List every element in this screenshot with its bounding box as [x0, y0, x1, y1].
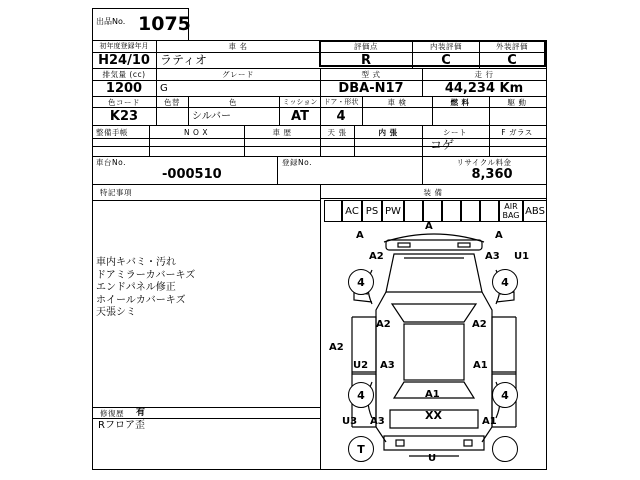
- interior-grade-value: C: [441, 53, 451, 68]
- taillight-right: [464, 440, 472, 446]
- damage-right-door: A2: [472, 319, 487, 330]
- mileage-value: 44,234 Km: [444, 81, 524, 96]
- rear-bumper-outline: [384, 436, 484, 450]
- note-line: 天張シミ: [96, 307, 136, 318]
- exterior-grade-label: 外装評価: [496, 42, 528, 51]
- headlight-left: [398, 243, 410, 247]
- note-line: ドアミラーカバーキズ: [96, 269, 196, 281]
- displacement-value: 1200: [105, 81, 143, 96]
- history-label: 車 歴: [272, 128, 292, 137]
- inspection-label: 車 検: [387, 98, 407, 107]
- equipment-blank: [461, 200, 480, 222]
- tire-rear-left-value: 4: [348, 382, 374, 408]
- damage-rear-under: U: [428, 453, 437, 464]
- hood-outline: [386, 254, 482, 292]
- equipment-blank: [423, 200, 442, 222]
- chassis-value: -000510: [162, 167, 222, 182]
- airbag-line-1: AIR: [504, 202, 518, 211]
- equipment-ac: AC: [342, 200, 362, 222]
- right-front-door: [492, 317, 516, 372]
- damage-trunk: A1: [425, 389, 440, 400]
- interior-trim-label: 内 張: [378, 128, 398, 137]
- registration-label: 登録No.: [282, 158, 312, 167]
- front-bumper-outline: [384, 234, 484, 242]
- first-registration-label: 初年度登録年月: [99, 42, 149, 50]
- damage-trunk-replaced: XX: [425, 409, 442, 422]
- damage-rear-left: A3: [370, 416, 385, 427]
- seat-value: コゲ: [429, 138, 455, 152]
- rear-circle-value: [492, 436, 518, 462]
- color-value: シルバー: [192, 111, 232, 122]
- car-name-value: ラティオ: [160, 53, 208, 67]
- front-grille-outline: [386, 240, 482, 250]
- recycle-fee-value: 8,360: [471, 167, 513, 182]
- nox-label: N O X: [184, 128, 208, 137]
- doors-label: ドア・形状: [323, 98, 359, 106]
- auction-sheet: [92, 8, 547, 470]
- taillight-left: [396, 440, 404, 446]
- repair-history-value: 有: [136, 408, 146, 418]
- color-code-label: 色コード: [108, 98, 140, 107]
- damage-right-fender: A3: [485, 251, 500, 262]
- chassis-label: 車台No.: [96, 158, 126, 167]
- recycle-fee-label: リサイクル料金: [456, 158, 512, 167]
- first-registration-value: H24/10: [98, 53, 150, 68]
- mission-value: AT: [291, 109, 309, 124]
- spare-tire-value: T: [348, 436, 374, 462]
- windshield-outline: [392, 304, 476, 322]
- damage-front-right: A: [495, 230, 503, 241]
- damage-right-under: U1: [514, 251, 530, 262]
- damage-rear-right: A1: [482, 416, 497, 427]
- note-line: 車内キバミ・汚れ: [96, 257, 176, 268]
- car-name-label: 車 名: [228, 42, 248, 51]
- grade-label: グレード: [222, 70, 254, 79]
- equipment-blank: [442, 200, 461, 222]
- model-code-label: 型 式: [361, 70, 381, 79]
- lot-label: 出品No.: [96, 17, 126, 26]
- model-code-value: DBA-N17: [338, 81, 404, 96]
- tire-rear-right-value: 4: [492, 382, 518, 408]
- equipment-blank: [480, 200, 499, 222]
- damage-left-under: U2: [353, 360, 369, 371]
- glass-label: F ガラス: [501, 128, 533, 137]
- notes-list: [96, 257, 195, 320]
- lot-number: 1075: [138, 13, 191, 35]
- damage-left-side: A2: [329, 342, 344, 353]
- displacement-label: 排気量 (cc): [102, 70, 146, 79]
- mileage-label: 走 行: [474, 70, 494, 79]
- tire-front-right-value: 4: [492, 269, 518, 295]
- repair-note: Rフロア歪: [98, 420, 145, 431]
- equipment-blank: [324, 200, 342, 222]
- color-label: 色: [229, 98, 237, 107]
- equipment-airbag: [499, 200, 523, 222]
- equipment-pw: PW: [382, 200, 404, 222]
- damage-front-left: A: [356, 230, 364, 241]
- damage-right-rear-door: A1: [473, 360, 488, 371]
- headlight-right: [458, 243, 470, 247]
- equipment-label: 装 備: [423, 188, 443, 197]
- note-line: エンドパネル修正: [96, 282, 176, 293]
- headliner-label: 天 張: [327, 128, 347, 137]
- equipment-ps: PS: [362, 200, 382, 222]
- seat-label: シート: [443, 128, 467, 137]
- drive-label: 駆 動: [507, 98, 527, 107]
- notes-label: 特記事項: [100, 188, 132, 197]
- mission-label: ミッション: [282, 98, 318, 106]
- damage-left-rear-door: A3: [380, 360, 395, 371]
- interior-grade-label: 内装評価: [430, 42, 462, 51]
- equipment-blank: [404, 200, 423, 222]
- repair-history-label: 修復歴: [100, 409, 124, 418]
- score-label: 評価点: [354, 42, 378, 51]
- grade-value: G: [160, 83, 168, 94]
- service-manual-label: 整備手帳: [96, 128, 128, 137]
- damage-rear-left-under: U3: [342, 416, 358, 427]
- damage-front-bumper: A: [425, 221, 433, 232]
- damage-left-door: A2: [376, 319, 391, 330]
- tire-front-left-value: 4: [348, 269, 374, 295]
- exterior-grade-value: C: [507, 53, 517, 68]
- equipment-abs: ABS: [523, 200, 547, 222]
- damage-left-fender: A2: [369, 251, 384, 262]
- color-code-value: K23: [109, 109, 139, 124]
- color-change-label: 色替: [164, 98, 180, 107]
- airbag-line-2: BAG: [502, 211, 520, 220]
- fuel-label: 燃 料: [450, 98, 470, 107]
- doors-value: 4: [336, 109, 346, 124]
- score-value: R: [360, 53, 372, 68]
- car-damage-diagram: [324, 222, 544, 468]
- roof-outline: [404, 324, 464, 380]
- note-line: ホイールカバーキズ: [96, 294, 186, 306]
